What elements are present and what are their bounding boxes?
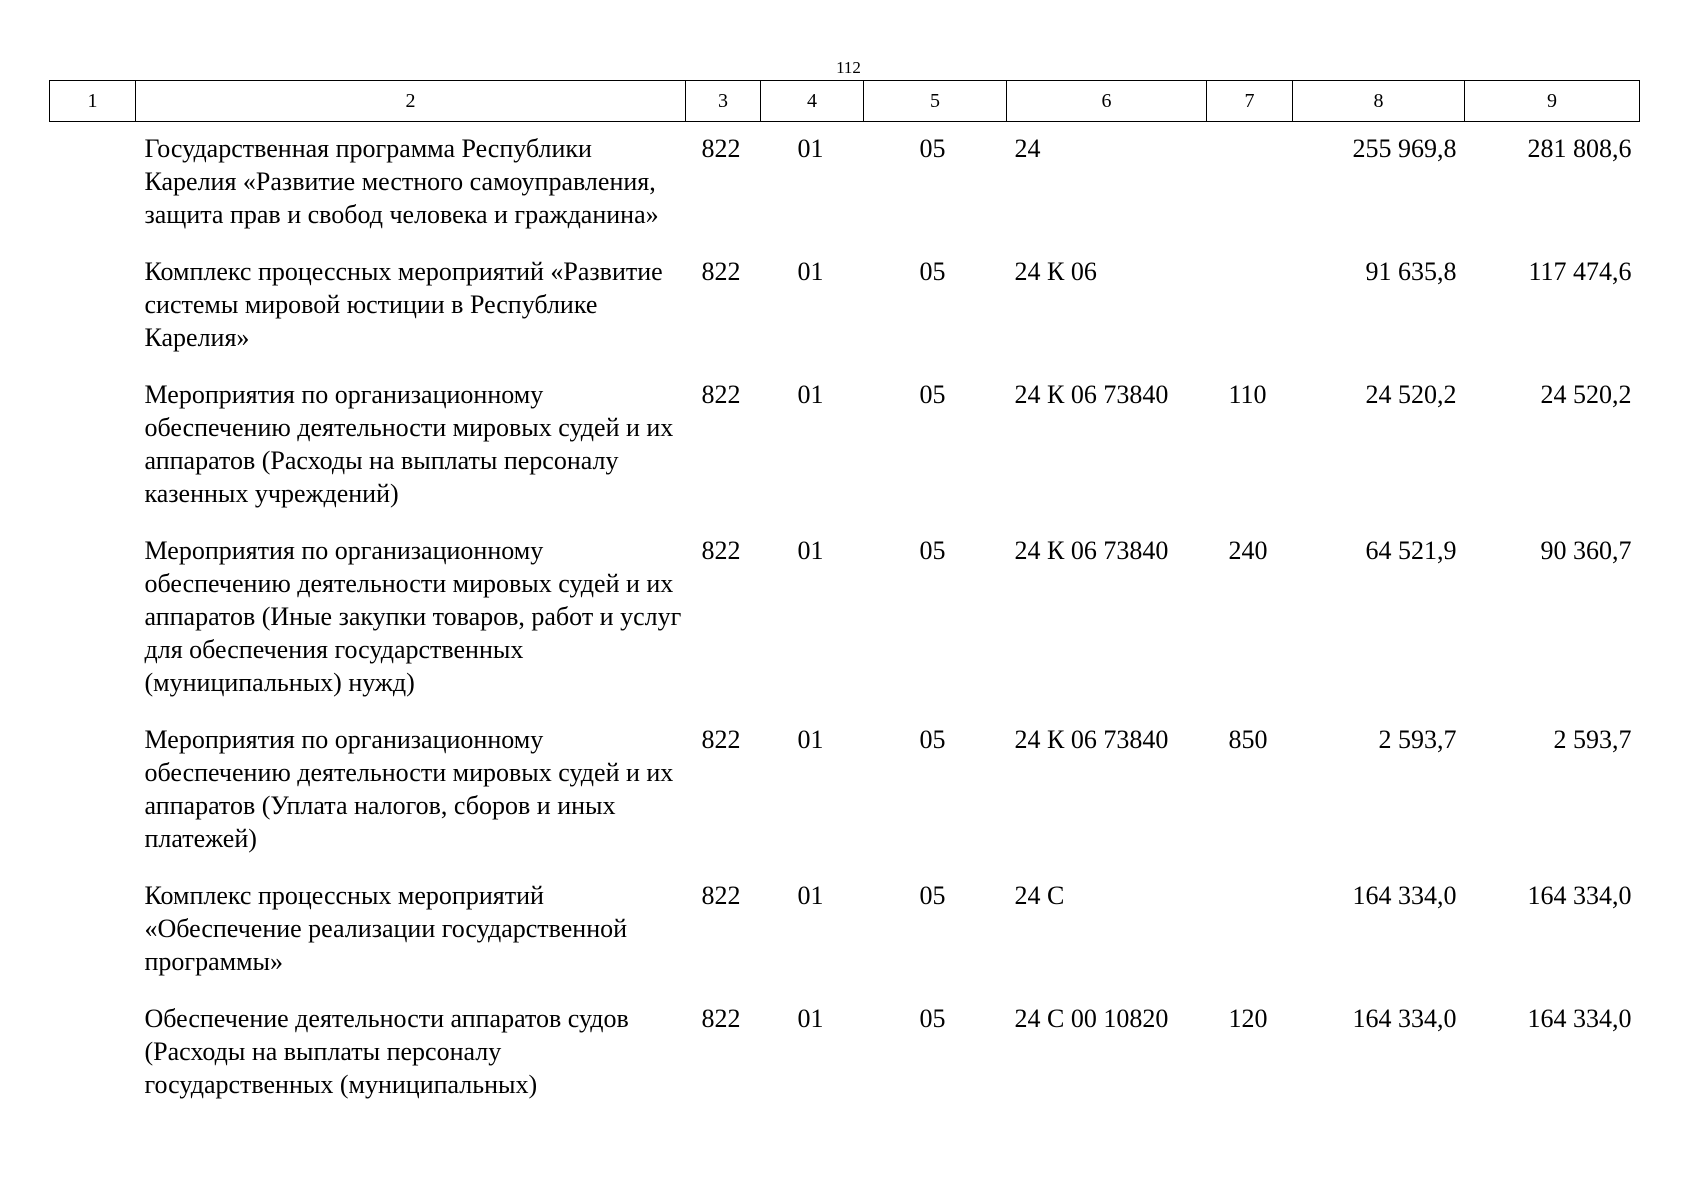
row-description: Мероприятия по организационному обеспечению деятельности мировых судей и их аппаратов (Уплата налогов, сборов и иных платежей) bbox=[144, 725, 674, 853]
header-col-7: 7 bbox=[1207, 81, 1293, 122]
row-section-code: 01 bbox=[797, 380, 824, 409]
page-number: 112 bbox=[836, 58, 861, 77]
row-subsection-code: 05 bbox=[919, 881, 946, 910]
row-subsection-code: 05 bbox=[919, 536, 946, 565]
table-row bbox=[50, 245, 1640, 368]
row-ministry-code: 822 bbox=[701, 536, 741, 565]
row-blank-cell bbox=[50, 122, 136, 246]
header-col-3: 3 bbox=[686, 81, 761, 122]
row-subsection-code: 05 bbox=[919, 257, 946, 286]
column-number-header bbox=[50, 81, 1640, 122]
row-target-code: 24 К 06 73840 bbox=[1014, 536, 1169, 565]
row-target-code: 24 bbox=[1014, 134, 1041, 163]
table-row bbox=[50, 992, 1640, 1115]
row-ministry-code: 822 bbox=[701, 725, 741, 754]
header-col-1: 1 bbox=[50, 81, 136, 122]
header-col-8: 8 bbox=[1293, 81, 1465, 122]
row-ministry-code: 822 bbox=[701, 257, 741, 286]
row-target-code: 24 К 06 bbox=[1014, 257, 1097, 286]
row-amount-2: 90 360,7 bbox=[1540, 536, 1632, 565]
row-expense-type: 120 bbox=[1228, 1004, 1268, 1033]
row-target-code: 24 К 06 73840 bbox=[1014, 725, 1169, 754]
row-target-code: 24 С 00 10820 bbox=[1014, 1004, 1169, 1033]
row-amount-1: 91 635,8 bbox=[1365, 257, 1457, 286]
row-section-code: 01 bbox=[797, 881, 824, 910]
row-section-code: 01 bbox=[797, 1004, 824, 1033]
row-ministry-code: 822 bbox=[701, 134, 741, 163]
row-blank-cell bbox=[50, 524, 136, 713]
row-expense-type bbox=[1207, 245, 1293, 368]
row-ministry-code: 822 bbox=[701, 380, 741, 409]
row-expense-type: 240 bbox=[1228, 536, 1268, 565]
row-expense-type: 850 bbox=[1228, 725, 1268, 754]
row-section-code: 01 bbox=[797, 725, 824, 754]
table-row bbox=[50, 122, 1640, 246]
table-row bbox=[50, 869, 1640, 992]
row-section-code: 01 bbox=[797, 536, 824, 565]
header-col-4: 4 bbox=[761, 81, 864, 122]
row-blank-cell bbox=[50, 245, 136, 368]
row-blank-cell bbox=[50, 992, 136, 1115]
row-ministry-code: 822 bbox=[701, 1004, 741, 1033]
row-description: Мероприятия по организационному обеспечению деятельности мировых судей и их аппаратов (Расходы на выплаты персоналу казенных учреждений) bbox=[144, 380, 674, 508]
row-description: Обеспечение деятельности аппаратов судов (Расходы на выплаты персоналу государственных (муниципальных) bbox=[144, 1004, 629, 1099]
header-col-2: 2 bbox=[136, 81, 686, 122]
row-target-code: 24 К 06 73840 bbox=[1014, 380, 1169, 409]
row-amount-2: 24 520,2 bbox=[1540, 380, 1632, 409]
row-amount-1: 2 593,7 bbox=[1378, 725, 1457, 754]
row-amount-1: 255 969,8 bbox=[1352, 134, 1457, 163]
row-amount-1: 24 520,2 bbox=[1365, 380, 1457, 409]
row-description: Мероприятия по организационному обеспечению деятельности мировых судей и их аппаратов (Иные закупки товаров, работ и услуг для обеспечения государственных (муниципальных) нужд) bbox=[144, 536, 682, 697]
row-target-code: 24 С bbox=[1014, 881, 1065, 910]
row-amount-2: 281 808,6 bbox=[1527, 134, 1632, 163]
row-subsection-code: 05 bbox=[919, 134, 946, 163]
row-section-code: 01 bbox=[797, 134, 824, 163]
table-row bbox=[50, 524, 1640, 713]
row-subsection-code: 05 bbox=[919, 380, 946, 409]
row-blank-cell bbox=[50, 869, 136, 992]
header-col-6: 6 bbox=[1007, 81, 1207, 122]
header-col-5: 5 bbox=[864, 81, 1007, 122]
row-description: Государственная программа Республики Карелия «Развитие местного самоуправления, защита прав и свобод человека и гражданина» bbox=[144, 134, 659, 229]
row-description: Комплекс процессных мероприятий «Обеспечение реализации государственной программы» bbox=[144, 881, 628, 976]
row-ministry-code: 822 bbox=[701, 881, 741, 910]
table-row bbox=[50, 713, 1640, 869]
table-row bbox=[50, 368, 1640, 524]
row-section-code: 01 bbox=[797, 257, 824, 286]
row-subsection-code: 05 bbox=[919, 725, 946, 754]
row-amount-1: 164 334,0 bbox=[1352, 881, 1457, 910]
row-amount-2: 117 474,6 bbox=[1528, 257, 1632, 286]
row-expense-type bbox=[1207, 122, 1293, 246]
row-amount-2: 164 334,0 bbox=[1527, 881, 1632, 910]
row-expense-type: 110 bbox=[1228, 380, 1267, 409]
row-subsection-code: 05 bbox=[919, 1004, 946, 1033]
row-amount-2: 164 334,0 bbox=[1527, 1004, 1632, 1033]
row-description: Комплекс процессных мероприятий «Развитие системы мировой юстиции в Республике Карелия» bbox=[144, 257, 663, 352]
header-col-9: 9 bbox=[1465, 81, 1640, 122]
row-blank-cell bbox=[50, 713, 136, 869]
row-amount-1: 64 521,9 bbox=[1365, 536, 1457, 565]
row-amount-1: 164 334,0 bbox=[1352, 1004, 1457, 1033]
row-expense-type bbox=[1207, 869, 1293, 992]
budget-table bbox=[49, 80, 1640, 1115]
row-amount-2: 2 593,7 bbox=[1553, 725, 1632, 754]
row-blank-cell bbox=[50, 368, 136, 524]
